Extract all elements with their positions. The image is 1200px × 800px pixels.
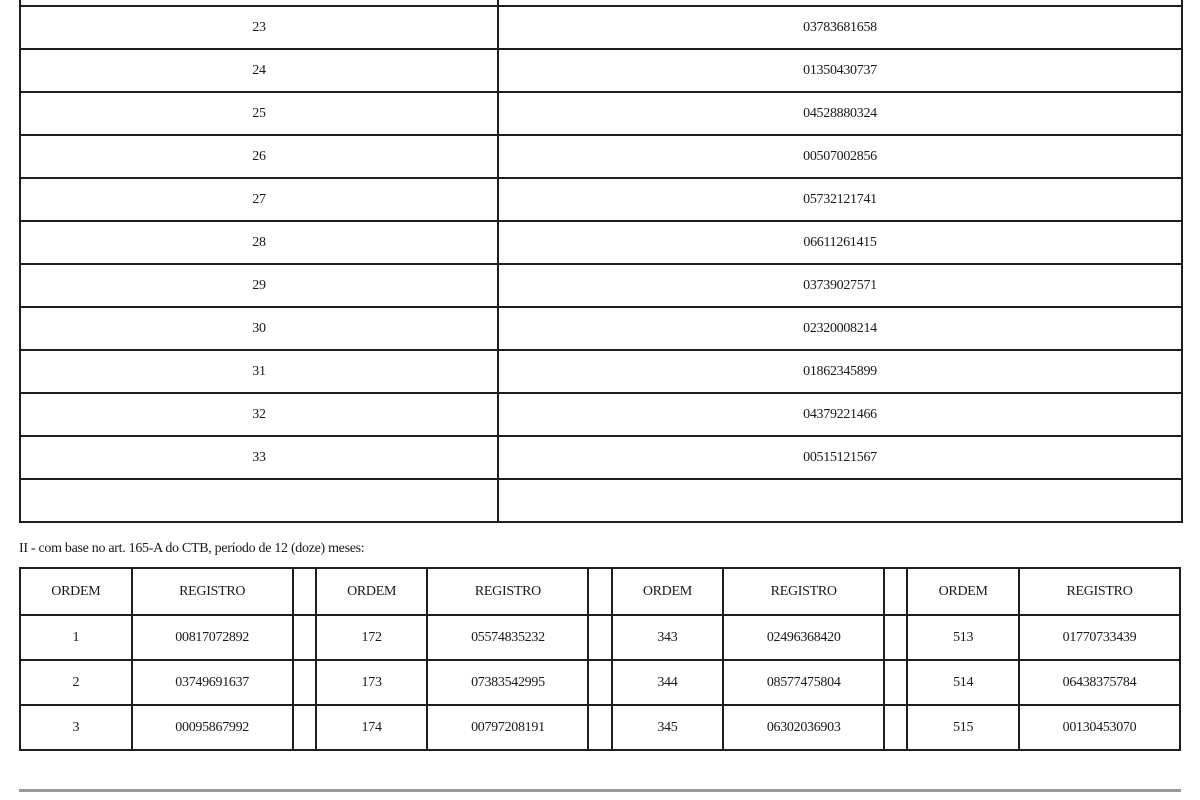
ordem-cell xyxy=(20,479,498,522)
ordem-cell: 29 xyxy=(20,264,498,307)
ordem-cell: 513 xyxy=(907,615,1019,660)
ordem-cell: 33 xyxy=(20,436,498,479)
table-row xyxy=(20,92,1182,135)
registro-cell: 00095867992 xyxy=(132,705,293,750)
column-spacer xyxy=(588,660,611,705)
table-row xyxy=(20,221,1182,264)
column-spacer xyxy=(884,615,907,660)
table-row xyxy=(20,393,1182,436)
table-row xyxy=(20,49,1182,92)
registro-cell: 02496368420 xyxy=(723,615,884,660)
table-row xyxy=(20,264,1182,307)
column-spacer xyxy=(293,705,316,750)
table-row xyxy=(20,660,1180,705)
registro-cell: 05732121741 xyxy=(498,178,1182,221)
column-spacer xyxy=(884,660,907,705)
page-divider xyxy=(19,789,1181,792)
ordem-cell: 343 xyxy=(612,615,724,660)
ordem-cell: 1 xyxy=(20,615,132,660)
column-header-registro: REGISTRO xyxy=(1019,568,1180,615)
ordem-cell: 23 xyxy=(20,6,498,49)
registro-cell: 00507002856 xyxy=(498,135,1182,178)
registro-cell: 01770733439 xyxy=(1019,615,1180,660)
registro-cell: 06611261415 xyxy=(498,221,1182,264)
column-spacer xyxy=(293,660,316,705)
registro-cell xyxy=(498,479,1182,522)
table-row xyxy=(20,307,1182,350)
registro-cell: 07383542995 xyxy=(427,660,588,705)
ordem-cell: 28 xyxy=(20,221,498,264)
column-header-ordem: ORDEM xyxy=(316,568,428,615)
table-row xyxy=(20,705,1180,750)
ordem-cell: 515 xyxy=(907,705,1019,750)
records-table-part1 xyxy=(19,0,1183,523)
registro-cell: 00797208191 xyxy=(427,705,588,750)
ordem-cell: 173 xyxy=(316,660,428,705)
registro-cell: 00130453070 xyxy=(1019,705,1180,750)
ordem-cell: 30 xyxy=(20,307,498,350)
ordem-cell: 32 xyxy=(20,393,498,436)
ordem-cell: 344 xyxy=(612,660,724,705)
registro-cell: 05574835232 xyxy=(427,615,588,660)
registro-cell: 03739027571 xyxy=(498,264,1182,307)
column-header-registro: REGISTRO xyxy=(132,568,293,615)
column-header-registro: REGISTRO xyxy=(723,568,884,615)
column-header-registro: REGISTRO xyxy=(427,568,588,615)
registro-cell: 00515121567 xyxy=(498,436,1182,479)
section-heading: II - com base no art. 165-A do CTB, período de 12 (doze) meses: xyxy=(19,541,365,556)
column-spacer xyxy=(588,615,611,660)
column-header-ordem: ORDEM xyxy=(907,568,1019,615)
registro-cell: 00817072892 xyxy=(132,615,293,660)
records-table-part2 xyxy=(19,567,1181,751)
ordem-cell: 3 xyxy=(20,705,132,750)
registro-cell: 03749691637 xyxy=(132,660,293,705)
registro-cell: 04528880324 xyxy=(498,92,1182,135)
ordem-cell: 24 xyxy=(20,49,498,92)
table-header-row xyxy=(20,568,1180,615)
column-spacer xyxy=(293,568,316,615)
ordem-cell: 345 xyxy=(612,705,724,750)
registro-cell: 03783681658 xyxy=(498,6,1182,49)
table-row xyxy=(20,436,1182,479)
ordem-cell: 27 xyxy=(20,178,498,221)
ordem-cell: 172 xyxy=(316,615,428,660)
ordem-cell: 2 xyxy=(20,660,132,705)
column-spacer xyxy=(884,568,907,615)
ordem-cell: 514 xyxy=(907,660,1019,705)
column-header-ordem: ORDEM xyxy=(20,568,132,615)
registro-cell: 04379221466 xyxy=(498,393,1182,436)
column-spacer xyxy=(884,705,907,750)
column-header-ordem: ORDEM xyxy=(612,568,724,615)
table-row xyxy=(20,479,1182,522)
registro-cell: 06438375784 xyxy=(1019,660,1180,705)
column-spacer xyxy=(293,615,316,660)
ordem-cell: 31 xyxy=(20,350,498,393)
ordem-cell: 26 xyxy=(20,135,498,178)
registro-cell: 02320008214 xyxy=(498,307,1182,350)
ordem-cell: 25 xyxy=(20,92,498,135)
table-row xyxy=(20,6,1182,49)
table-row xyxy=(20,350,1182,393)
registro-cell: 06302036903 xyxy=(723,705,884,750)
column-spacer xyxy=(588,705,611,750)
registro-cell: 08577475804 xyxy=(723,660,884,705)
table-row xyxy=(20,178,1182,221)
registro-cell: 01350430737 xyxy=(498,49,1182,92)
column-spacer xyxy=(588,568,611,615)
table-row xyxy=(20,135,1182,178)
table-row xyxy=(20,615,1180,660)
ordem-cell: 174 xyxy=(316,705,428,750)
registro-cell: 01862345899 xyxy=(498,350,1182,393)
